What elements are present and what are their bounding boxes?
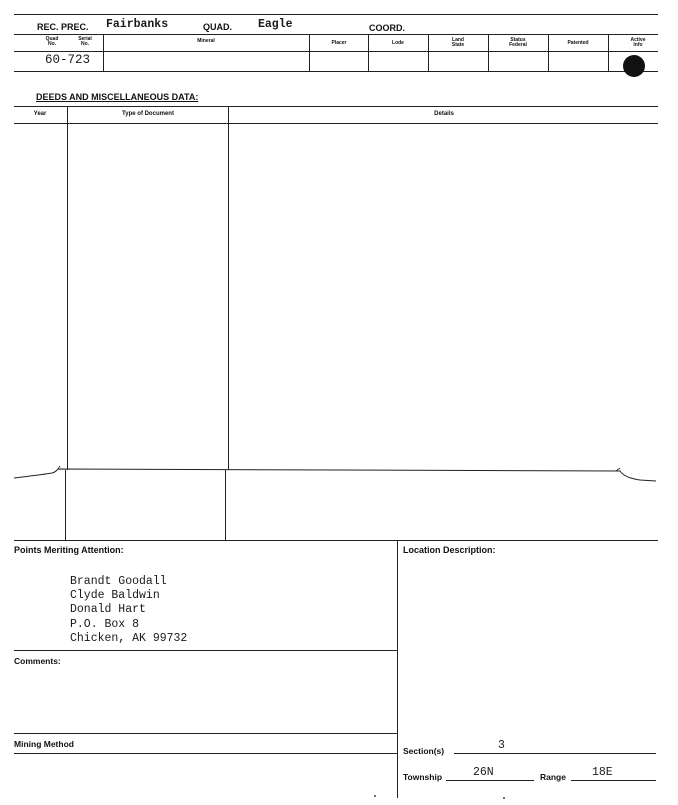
sections-rule (454, 753, 656, 754)
range-rule (571, 780, 656, 781)
comments-label: Comments: (14, 656, 61, 666)
divider (368, 34, 369, 71)
coord-label: COORD. (369, 23, 405, 33)
sections-label: Section(s) (403, 746, 445, 756)
points-label: Points Meriting Attention: (14, 545, 124, 555)
col-land-state (429, 38, 487, 48)
divider (548, 34, 549, 71)
points-line: P.O. Box 8 (70, 617, 140, 631)
points-line: Donald Hart (70, 603, 146, 617)
column-header-rule (14, 51, 658, 52)
deeds-top-rule (14, 106, 658, 107)
range-label: Range (540, 772, 566, 782)
township-label: Township (403, 772, 443, 782)
rec-prec-value: Fairbanks (106, 18, 169, 31)
page-seam (0, 460, 678, 490)
quad-value: Eagle (258, 18, 293, 31)
deeds-col-type: Type of Document (122, 111, 174, 117)
mining-method-label: Mining Method (14, 739, 74, 749)
divider (309, 34, 310, 71)
header-rule (14, 34, 658, 35)
col-quad-no-label: Quad No. (45, 36, 59, 47)
deeds-col-details: Details (434, 111, 454, 117)
col-placer (310, 41, 368, 46)
township-rule (446, 780, 534, 781)
col-serial-no (72, 37, 98, 47)
col-status-federal (489, 38, 547, 48)
scan-speck (503, 797, 505, 799)
col-serial-no-label: Serial No. (78, 36, 92, 47)
points-list (70, 575, 187, 646)
col-placer-label: Placer (331, 40, 347, 46)
col-land-state-label: Land State (451, 37, 465, 48)
col-active-info (618, 38, 658, 48)
location-label: Location Description: (403, 545, 496, 555)
col-active-info-label: Active Info (630, 37, 646, 48)
deeds-type-divider-lower (225, 470, 226, 540)
col-mineral-label: Mineral (197, 38, 215, 44)
record-bottom-rule (14, 71, 658, 72)
deeds-header-rule (14, 123, 658, 124)
divider (103, 34, 104, 71)
mining-method-rule (14, 753, 397, 754)
rec-prec-label: REC. PREC. (37, 22, 89, 32)
mining-method-top-rule (14, 733, 397, 734)
col-status-federal-label: Status Federal (509, 37, 527, 48)
col-patented-label: Patented (567, 40, 589, 46)
deeds-year-divider (67, 106, 68, 470)
points-line: Chicken, AK 99732 (70, 631, 188, 645)
points-line: Brandt Goodall (70, 575, 167, 588)
col-lode-label: Lode (392, 40, 404, 46)
scan-speck (374, 795, 376, 797)
sections-value: 3 (498, 739, 505, 752)
comments-top-rule (14, 650, 397, 651)
divider (428, 34, 429, 71)
deeds-type-divider (228, 106, 229, 470)
quad-label: QUAD. (203, 22, 232, 32)
deeds-section-title: DEEDS AND MISCELLANEOUS DATA: (36, 92, 199, 102)
divider (488, 34, 489, 71)
points-line: Clyde Baldwin (70, 589, 160, 603)
header-top-rule (14, 14, 658, 15)
divider (608, 34, 609, 71)
col-lode (369, 41, 427, 46)
range-value: 18E (592, 766, 613, 779)
active-info-mark (623, 55, 645, 77)
col-patented (549, 41, 607, 46)
bottom-center-divider (397, 540, 398, 798)
quad-serial-value: 60-723 (45, 53, 91, 67)
township-value: 26N (473, 766, 494, 779)
col-quad-no (38, 37, 66, 47)
deeds-bottom-rule (14, 540, 658, 541)
deeds-col-year: Year (33, 111, 47, 117)
deeds-year-divider-lower (65, 470, 66, 540)
col-mineral (104, 39, 308, 44)
